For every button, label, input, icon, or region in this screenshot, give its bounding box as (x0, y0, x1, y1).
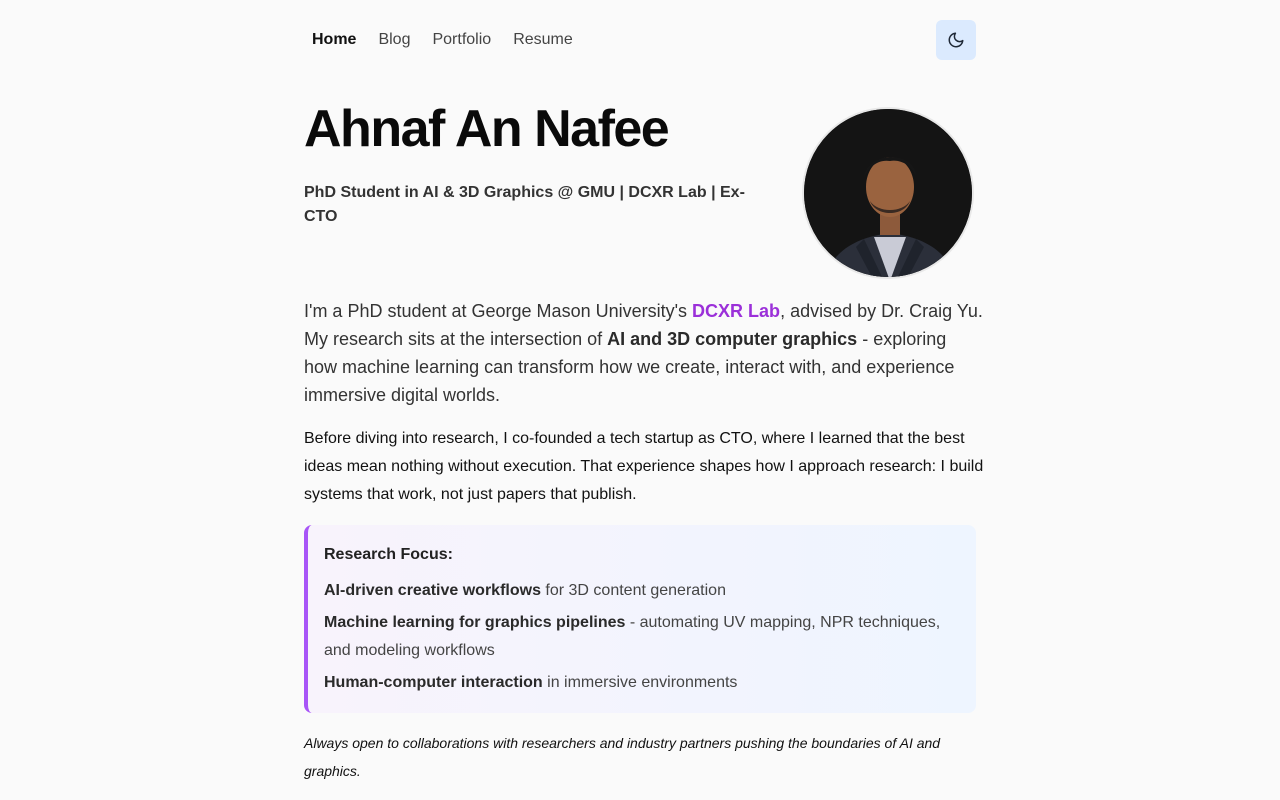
dcxr-lab-link[interactable]: DCXR Lab (692, 301, 781, 321)
top-navigation (304, 20, 976, 60)
focus-item-bold: Machine learning for graphics pipelines (324, 614, 626, 631)
intro-text-1: I'm a PhD student at George Mason University's (304, 301, 693, 321)
page-title: Ahnaf An Nafee (304, 100, 669, 158)
focus-item-text: for 3D content generation (540, 582, 726, 599)
focus-item-bold: Human-computer interaction (324, 674, 543, 691)
intro-paragraph (304, 297, 984, 409)
moon-icon (947, 31, 965, 49)
closing-note: Always open to collaborations with researchers and industry partners pushing the boundaries of AI and graphics. (304, 735, 941, 779)
nav-resume[interactable]: Resume (513, 31, 573, 48)
nav-home[interactable]: Home (312, 31, 357, 48)
intro-text-2: , advised by Dr. Craig Yu. My research sits at the intersection of (304, 301, 983, 349)
avatar (802, 107, 974, 279)
focus-item (324, 669, 944, 697)
nav-portfolio[interactable]: Portfolio (432, 31, 492, 48)
focus-item-text: - automating UV mapping, NPR techniques, and modeling workflows (324, 614, 941, 659)
nav-blog[interactable]: Blog (378, 31, 411, 48)
focus-item-bold: AI-driven creative workflows (324, 582, 541, 599)
focus-item-text: in immersive environments (542, 674, 738, 691)
intro-emphasis: AI and 3D computer graphics (607, 329, 858, 349)
focus-item (324, 609, 944, 665)
profile-photo (804, 109, 974, 279)
theme-toggle-button[interactable] (936, 20, 976, 60)
research-focus-title: Research Focus: (324, 546, 453, 563)
research-focus-box (304, 525, 976, 713)
page-subtitle: PhD Student in AI & 3D Graphics @ GMU | DCXR Lab | Ex-CTO (304, 184, 745, 225)
intro-text-3: - exploring how machine learning can transform how we create, interact with, and experience immersive digital worlds. (304, 329, 955, 405)
background-paragraph: Before diving into research, I co-founded a tech startup as CTO, where I learned that the best ideas mean nothing without execution. That experience shapes how I approach research: I build systems that work, not just papers that publish. (304, 430, 984, 503)
focus-item (324, 577, 944, 605)
